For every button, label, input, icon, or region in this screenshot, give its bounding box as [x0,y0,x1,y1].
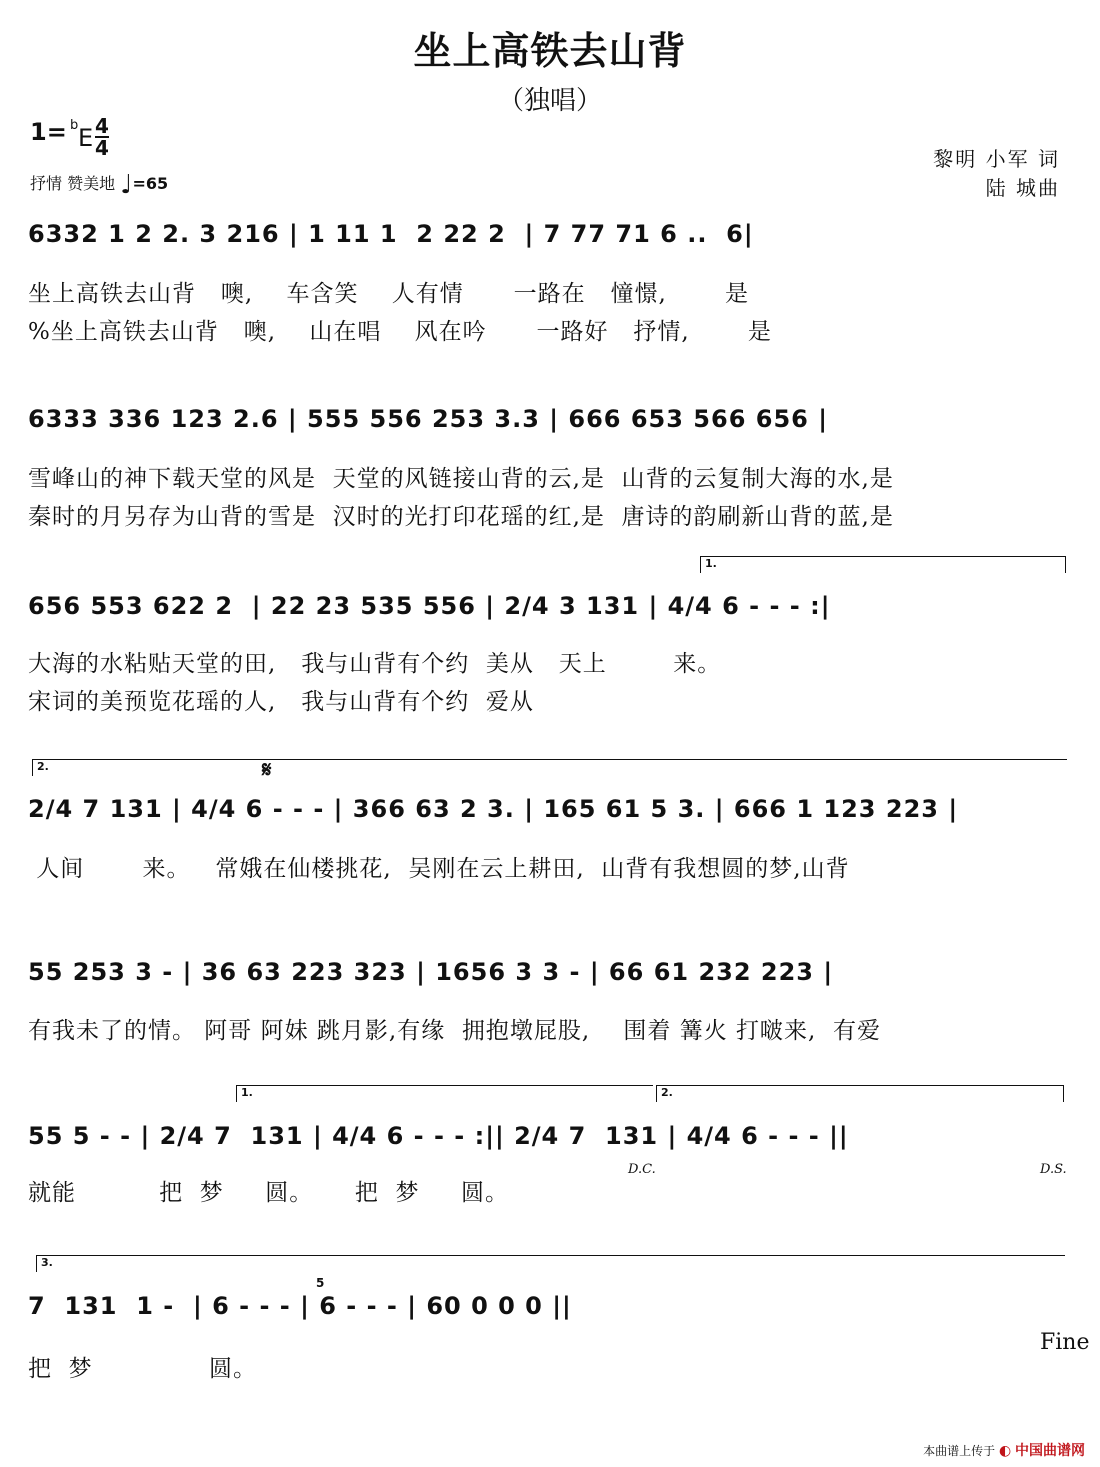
meter-bottom: 4 [95,136,109,160]
volta-2b-label: 2. [661,1086,673,1099]
ds-marking: D.S. [1040,1162,1067,1177]
score-line-6: 55 5 - - | 2/4 7 131 | 4/4 6 - - - :|| 2/4 7 131 | 4/4 6 - - - || [28,1122,849,1150]
lyricist-credit: 黎明 小军 词 [933,147,1060,171]
lyric-line-1a: 坐上高铁去山背 噢, 车含笑 人有情 一路在 憧憬, 是 [28,281,750,307]
composer-credit: 陆 城曲 [985,176,1060,200]
lyric-line-2a: 雪峰山的神下载天堂的风是 天堂的风链接山背的云,是 山背的云复制大海的水,是 [28,466,894,492]
score-line-3: 656 553 622 2 | 22 23 535 556 | 2/4 3 131 | 4/4 6 - - - :| [28,592,831,620]
time-signature [95,114,109,160]
flat-icon: b [70,118,79,133]
volta-2-label: 2. [37,760,49,773]
key-signature [30,118,94,152]
score-line-2: 6333 336 123 2.6 | 555 556 253 3.3 | 666 653 566 656 | [28,405,828,433]
footer-brand: 中国曲谱网 [1015,1443,1085,1459]
fine-marking: Fine [1040,1330,1090,1355]
volta-1b-bracket [236,1085,653,1102]
volta-1-bracket [700,556,1066,573]
volta-3-bracket [36,1255,1065,1272]
lyric-line-2b: 秦时的月另存为山背的雪是 汉时的光打印花瑶的红,是 唐诗的韵刷新山背的蓝,是 [28,504,894,530]
quarter-note-icon: ♩ [120,170,133,200]
tempo-text: 抒情 赞美地 [30,174,116,193]
volta-1b-label: 1. [241,1086,253,1099]
volta-2-bracket [32,759,1067,776]
score-line-4: 2/4 7 131 | 4/4 6 - - - | 366 63 2 3. | 165 61 5 3. | 666 1 123 223 | [28,795,959,823]
logo-icon: ◐ [998,1443,1012,1459]
score-line-1: 6332 1 2 2. 3 216 | 1 11 1 2 22 2 | 7 77 71 6 .. 6| [28,220,754,248]
segno-icon: 𝄋 [262,758,272,783]
lyric-line-6a: 就能 把 梦 圆。 把 梦 圆。 [28,1180,510,1206]
grace-note: 5 [316,1276,325,1290]
volta-3-label: 3. [41,1256,53,1269]
tempo-marking [30,170,168,200]
volta-2b-bracket [656,1085,1064,1102]
tempo-value: =65 [132,174,169,193]
lyric-line-4a: 人间 来。 常娥在仙楼挑花, 吴刚在云上耕田, 山背有我想圆的梦,山背 [28,856,850,882]
key-prefix: 1= [30,118,67,146]
page-title: 坐上高铁去山背 [413,29,687,73]
subtitle: （独唱） [497,86,602,116]
meter-top: 4 [95,114,109,138]
lyric-line-7a: 把 梦 圆。 [28,1356,257,1382]
lyric-line-3b: 宋词的美预览花瑶的人, 我与山背有个约 爱从 [28,689,534,715]
lyric-line-3a: 大海的水粘贴天堂的田, 我与山背有个约 美从 天上 来。 [28,651,722,677]
lyric-line-5a: 有我未了的情。 阿哥 阿妹 跳月影,有缘 拥抱墩屁股, 围着 篝火 打啵来, 有爱 [28,1018,881,1044]
footer-text: 本曲谱上传于 [923,1444,996,1458]
key-note: E [78,124,94,152]
score-line-7: 7 131 1 - | 6 - - - | 6 - - - | 60 0 0 0 || [28,1292,572,1320]
lyric-line-1b: %坐上高铁去山背 噢, 山在唱 风在吟 一路好 抒情, 是 [28,319,772,345]
score-line-5: 55 253 3 - | 36 63 223 323 | 1656 3 3 - | 66 61 232 223 | [28,958,834,986]
volta-1-label: 1. [705,557,717,570]
footer [923,1440,1085,1460]
dc-marking: D.C. [628,1162,656,1177]
